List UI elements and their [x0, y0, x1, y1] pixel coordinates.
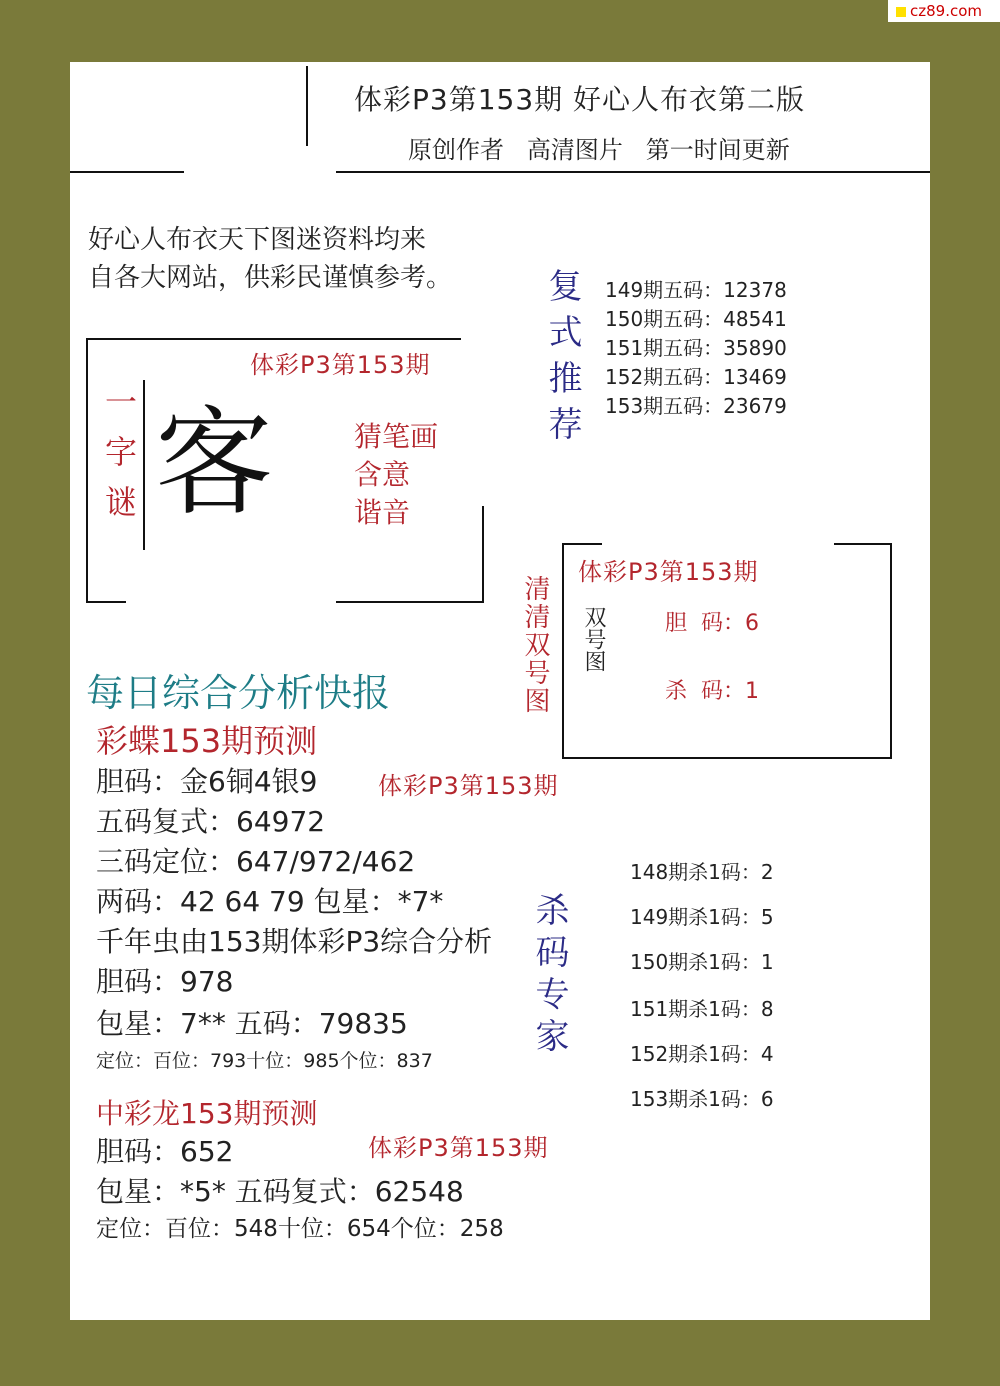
fushi-row: 151期五码：35890	[605, 336, 787, 360]
shuanghao-box-bottom	[562, 757, 892, 759]
shuanghao-sha: 杀 码：1	[665, 679, 759, 704]
fushi-row: 149期五码：12378	[605, 278, 787, 302]
fushi-label: 复式推荐	[542, 268, 582, 452]
fushi-row: 152期五码：13469	[605, 365, 787, 389]
caidie-line: 五码复式：64972	[96, 805, 326, 838]
shuanghao-box-top-right	[834, 543, 892, 545]
riddle-side-label: 一字谜	[100, 385, 138, 535]
intro-line-2: 自各大网站，供彩民谨慎参考。	[88, 263, 453, 293]
fushi-row: 153期五码：23679	[605, 394, 787, 418]
shama-row: 153期杀1码：6	[630, 1087, 774, 1111]
badge-dot-icon	[896, 7, 906, 17]
riddle-inner-divider	[143, 380, 145, 550]
riddle-box-top	[86, 338, 461, 340]
riddle-box-bottom	[86, 601, 126, 603]
page-subtitle: 原创作者 高清图片 第一时间更新	[408, 136, 790, 164]
header-divider-vertical	[306, 66, 308, 146]
caidie-title: 彩蝶153期预测	[96, 722, 318, 760]
riddle-box-left	[86, 338, 88, 602]
shama-row: 148期杀1码：2	[630, 860, 774, 884]
qiannian-line: 胆码：978	[96, 965, 234, 998]
qiannian-position: 定位：百位：793十位：985个位：837	[96, 1050, 433, 1072]
shama-label: 杀码专家	[529, 892, 569, 1060]
riddle-hint-1: 猜笔画	[354, 420, 439, 453]
overlay-issue-2: 体彩P3第153期	[368, 1134, 549, 1162]
riddle-hint-3: 谐音	[354, 496, 411, 529]
riddle-box-right	[482, 506, 484, 602]
riddle-hint-2: 含意	[354, 458, 411, 491]
shuanghao-dan: 胆 码：6	[665, 611, 759, 636]
qiannian-title: 千年虫由153期体彩P3综合分析	[96, 925, 493, 958]
site-badge	[888, 0, 1000, 22]
caidie-line: 三码定位：647/972/462	[96, 845, 416, 878]
caidie-line: 两码：42 64 79 包星：*7*	[96, 885, 444, 918]
shama-row: 149期杀1码：5	[630, 905, 774, 929]
shama-row: 151期杀1码：8	[630, 997, 774, 1021]
shama-row: 152期杀1码：4	[630, 1042, 774, 1066]
shuanghao-inner-label: 双号图	[581, 606, 606, 672]
overlay-issue-1: 体彩P3第153期	[378, 772, 559, 800]
riddle-box-bottom-right	[336, 601, 484, 603]
site-badge-text: cz89.com	[910, 2, 983, 20]
zhongcailong-title: 中彩龙153期预测	[96, 1097, 318, 1130]
caidie-line: 胆码：金6铜4银9	[96, 765, 318, 798]
header-underline-left	[70, 171, 184, 173]
analysis-heading: 每日综合分析快报	[86, 671, 391, 715]
shuanghao-box-right	[890, 543, 892, 759]
intro-line-1: 好心人布衣天下图迷资料均来	[88, 225, 427, 255]
qiannian-line: 包星：7** 五码：79835	[96, 1007, 408, 1040]
riddle-character: 客	[155, 394, 274, 532]
page-title: 体彩P3第153期 好心人布衣第二版	[354, 83, 806, 116]
zhongcailong-line: 胆码：652	[96, 1135, 234, 1168]
shama-row: 150期杀1码：1	[630, 950, 774, 974]
shuanghao-issue: 体彩P3第153期	[578, 558, 759, 586]
zhongcailong-position: 定位：百位：548十位：654个位：258	[96, 1216, 504, 1242]
fushi-row: 150期五码：48541	[605, 307, 787, 331]
shuanghao-box-left	[562, 543, 564, 759]
shuanghao-box-top-left	[562, 543, 602, 545]
riddle-issue: 体彩P3第153期	[250, 351, 431, 379]
zhongcailong-line: 包星：*5* 五码复式：62548	[96, 1175, 464, 1208]
shuanghao-side-label: 清清双号图	[520, 575, 550, 715]
header-underline-right	[336, 171, 930, 173]
